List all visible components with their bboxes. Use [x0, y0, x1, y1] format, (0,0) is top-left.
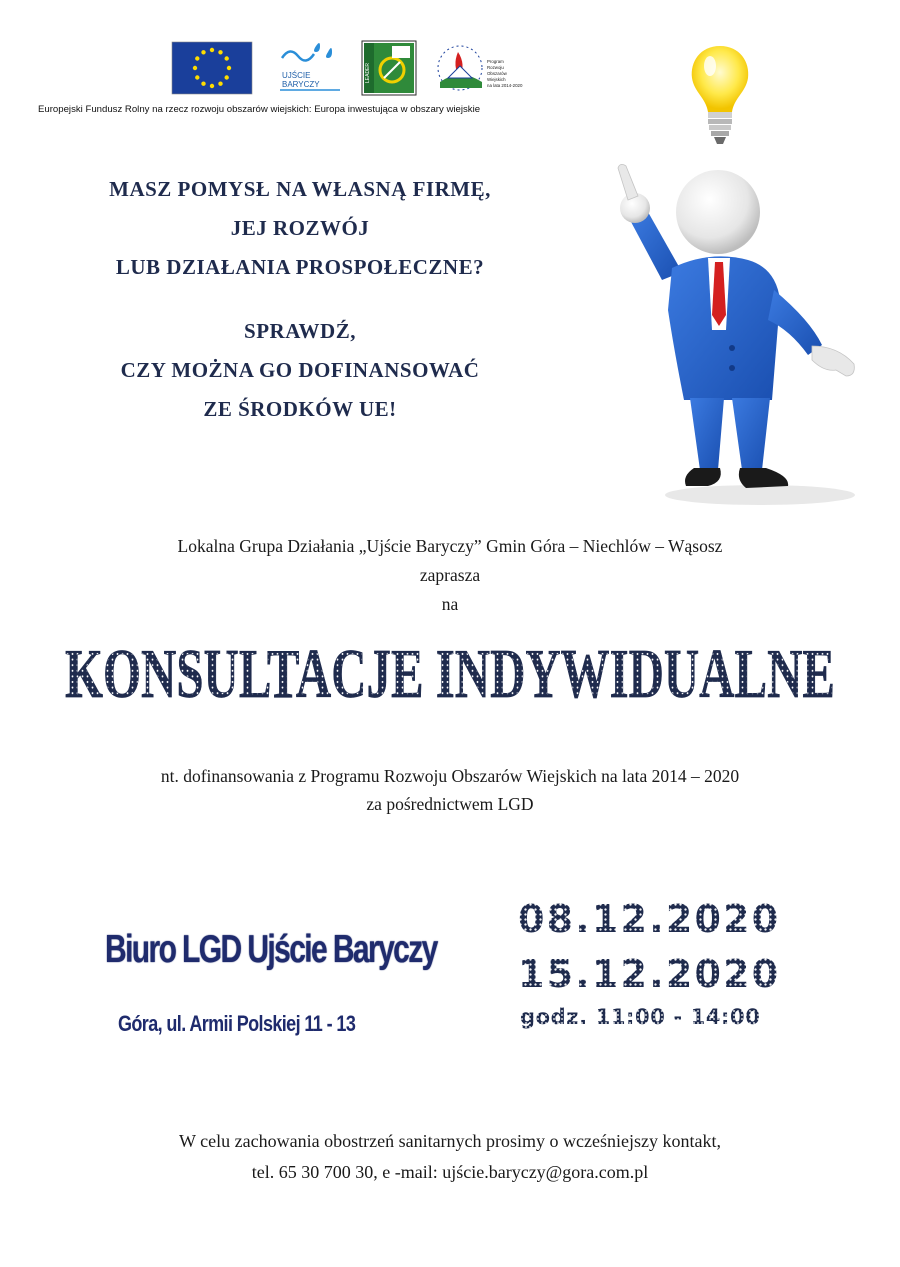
intro-organizer: Lokalna Grupa Działania „Ujście Baryczy” Gmin Góra – Niechlów – Wąsosz — [177, 536, 723, 556]
consultation-banner — [30, 618, 870, 728]
ujscie-baryczy-logo — [280, 43, 340, 90]
consultation-hours: godz. 11:00 - 14:00 — [520, 1005, 840, 1029]
prow-logo — [438, 46, 523, 90]
headline-call-line: SPRAWDŹ, — [244, 319, 356, 343]
headline-call — [30, 312, 570, 429]
lgd-logo-text-2: BARYCZY — [282, 80, 320, 89]
intro-invites: zaprasza — [419, 565, 481, 585]
prow-text-1: Program — [487, 59, 504, 64]
businessman-figure-illustration — [590, 150, 880, 510]
prow-text-5: na lata 2014-2020 — [487, 83, 523, 88]
program-intermediary: za pośrednictwem LGD — [366, 794, 534, 814]
lgd-logo-text-1: UJŚCIE — [282, 71, 311, 80]
headline-call-line: CZY MOŻNA GO DOFINANSOWAĆ — [120, 358, 480, 382]
banner-title: KONSULTACJE INDYWIDUALNE — [64, 635, 835, 713]
footer-contact-details: tel. 65 30 700 30, e -mail: ujście.baryczy@gora.com.pl — [251, 1162, 649, 1182]
headline-question-line: JEJ ROZWÓJ — [230, 216, 370, 240]
intro-to: na — [441, 594, 459, 614]
footer-contact-note: W celu zachowania obostrzeń sanitarnych prosimy o wcześniejszy kontakt, — [179, 1131, 721, 1151]
eu-flag-logo — [172, 42, 252, 94]
logo-strip — [170, 38, 550, 98]
office-address: Góra, ul. Armii Polskiej 11 - 13 — [118, 1011, 356, 1036]
office-name: Biuro LGD Ujście Baryczy — [105, 928, 437, 971]
program-info: nt. dofinansowania z Programu Rozwoju Obszarów Wiejskich na lata 2014 – 2020 — [160, 766, 740, 786]
headline-call-line: ZE ŚRODKÓW UE! — [203, 397, 397, 421]
prow-text-2: Rozwoju — [487, 65, 504, 70]
headline-question-line: LUB DZIAŁANIA PROSPOŁECZNE? — [115, 255, 485, 279]
headline-question-line: MASZ POMYSŁ NA WŁASNĄ FIRMĘ, — [109, 177, 491, 201]
consultation-date: 15.12.2020 — [518, 952, 838, 996]
leader-logo-text: LEADER — [365, 62, 371, 83]
logo-caption: Europejski Fundusz Rolny na rzecz rozwoju obszarów wiejskich: Europa inwestująca w obszary wiejskie — [38, 104, 481, 115]
consultation-date: 08.12.2020 — [518, 897, 838, 941]
prow-text-3: Obszarów — [487, 71, 507, 76]
headline-question — [30, 170, 570, 287]
leader-logo — [362, 41, 416, 95]
light-bulb-icon — [680, 40, 760, 150]
prow-text-4: Wiejskich — [487, 77, 506, 82]
